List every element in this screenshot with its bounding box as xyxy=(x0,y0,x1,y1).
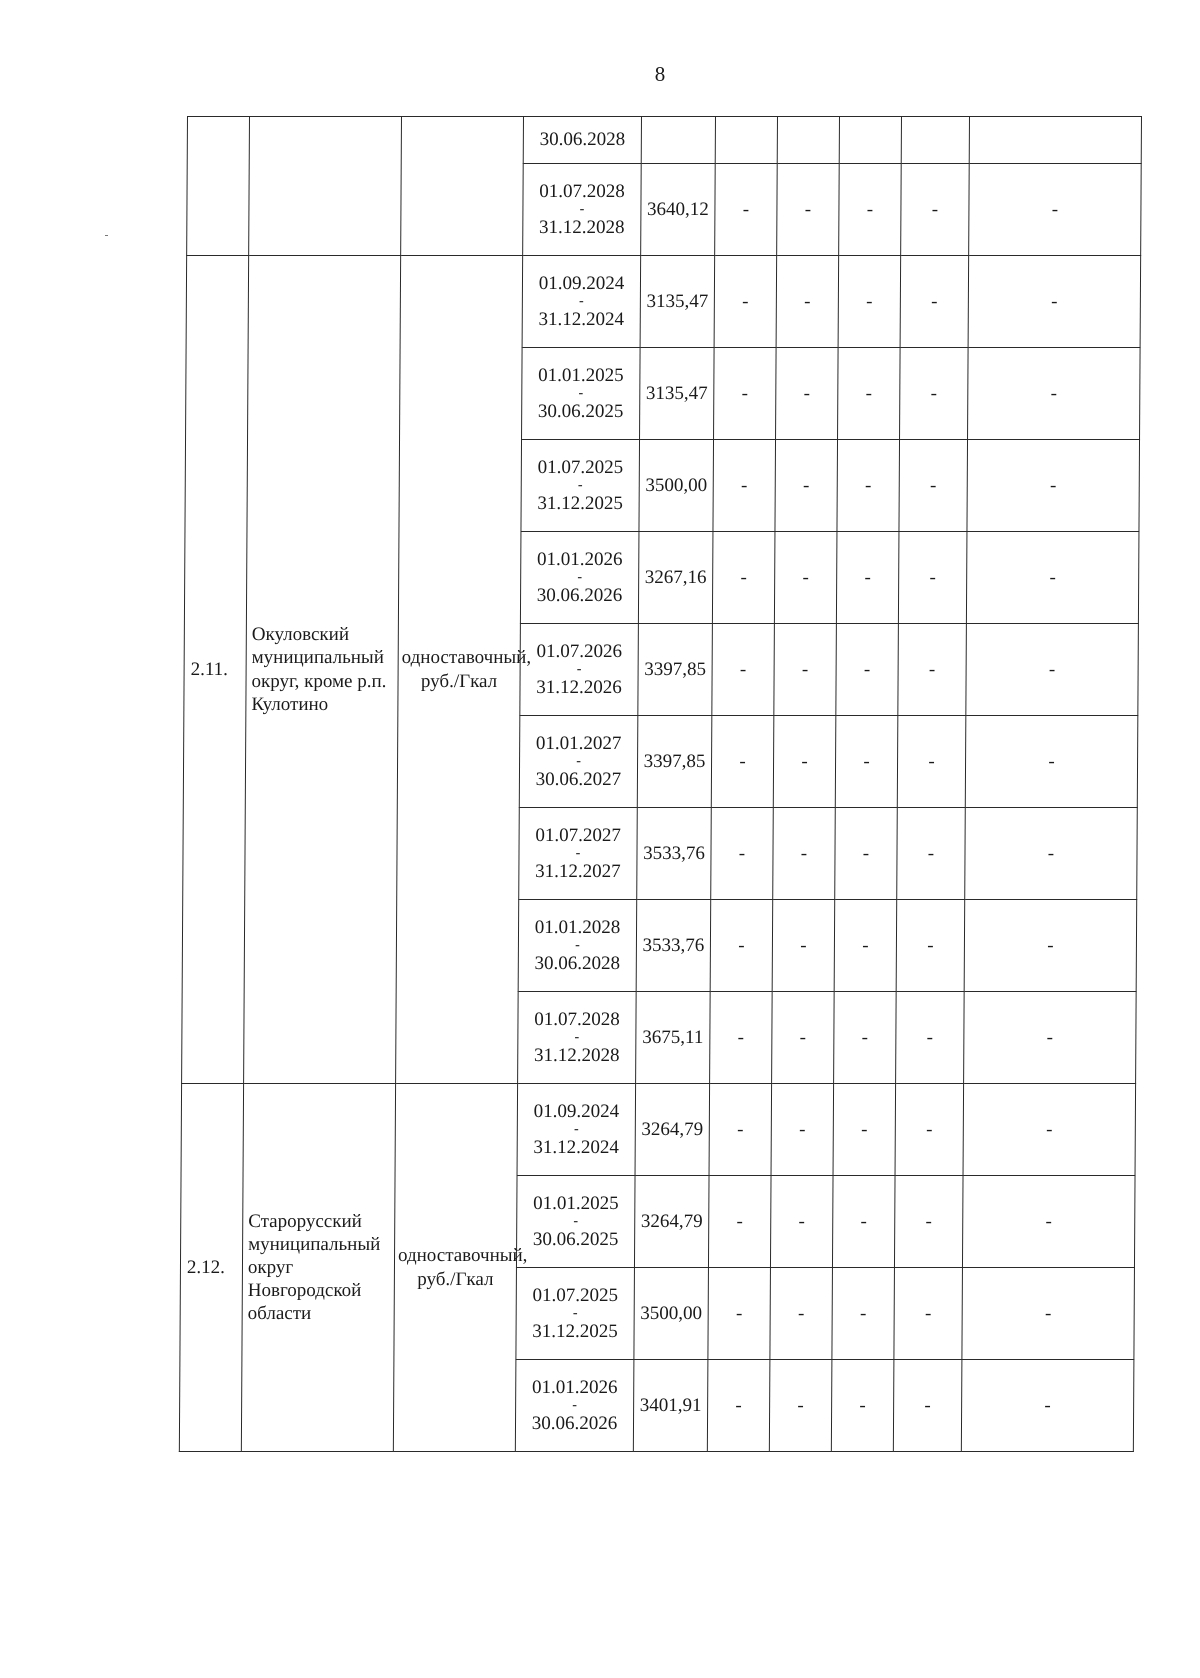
value-cell: - xyxy=(714,256,777,348)
value-cell: - xyxy=(769,1360,832,1452)
value-cell: - xyxy=(776,348,839,440)
period-start: 01.01.2027 xyxy=(535,732,622,754)
value-cell: - xyxy=(710,900,773,992)
value-cell: - xyxy=(772,900,835,992)
value-cell: - xyxy=(712,624,775,716)
period-end: 30.06.2028 xyxy=(539,129,626,151)
row-number: 2.12. xyxy=(179,1084,243,1452)
value-cell: - xyxy=(968,256,1141,348)
period-start: 01.07.2027 xyxy=(535,824,621,846)
table-row xyxy=(186,256,1141,348)
value-cell: - xyxy=(963,1084,1136,1176)
value-cell: - xyxy=(897,808,966,900)
value-cell: - xyxy=(968,348,1141,440)
period-separator: - xyxy=(574,1029,580,1045)
value-cell: - xyxy=(775,440,838,532)
period-end: 30.06.2025 xyxy=(532,1228,619,1250)
value-cell: - xyxy=(896,900,965,992)
value-cell xyxy=(777,117,839,164)
value-cell: - xyxy=(833,1084,896,1176)
period-cell xyxy=(516,1268,635,1360)
period-start: 01.07.2025 xyxy=(537,456,624,478)
scan-mark xyxy=(105,235,108,236)
period-cell xyxy=(518,992,637,1084)
period-separator: - xyxy=(579,201,585,217)
period-start: 01.07.2028 xyxy=(534,1008,620,1030)
period-end: 31.12.2027 xyxy=(535,860,621,882)
value-cell: - xyxy=(831,1360,894,1452)
continued-type-cell xyxy=(401,117,524,256)
value-cell: - xyxy=(834,992,897,1084)
page-number: 8 xyxy=(654,62,666,86)
period-separator: - xyxy=(578,385,584,401)
value-cell: - xyxy=(709,1084,772,1176)
value-cell: - xyxy=(714,348,777,440)
period-end: 30.06.2025 xyxy=(537,400,624,422)
period-cell xyxy=(520,624,639,716)
value-cell: - xyxy=(839,164,902,256)
period-end: 31.12.2024 xyxy=(533,1136,620,1158)
period-cell xyxy=(517,1084,636,1176)
price-cell: 3675,11 xyxy=(636,992,711,1084)
value-cell: - xyxy=(898,532,967,624)
value-cell: - xyxy=(835,808,898,900)
value-cell: - xyxy=(711,716,774,808)
price-cell: 3135,47 xyxy=(640,256,715,348)
period-start: 01.01.2026 xyxy=(531,1376,618,1398)
period-end: 31.12.2024 xyxy=(538,308,625,330)
value-cell: - xyxy=(896,992,965,1084)
period-cell xyxy=(519,716,638,808)
value-cell: - xyxy=(901,164,970,256)
price-cell: 3397,85 xyxy=(637,716,712,808)
value-cell: - xyxy=(895,1084,964,1176)
value-cell: - xyxy=(776,256,839,348)
value-cell: - xyxy=(838,348,901,440)
value-cell: - xyxy=(835,716,898,808)
value-cell: - xyxy=(773,808,836,900)
period-separator: - xyxy=(573,1213,579,1229)
period-start: 01.07.2026 xyxy=(536,640,623,662)
value-cell xyxy=(839,117,901,164)
period-end: 31.12.2025 xyxy=(537,492,623,514)
table-row xyxy=(181,1084,1136,1176)
value-cell: - xyxy=(893,1360,962,1452)
period-separator: - xyxy=(572,1305,578,1321)
table-row xyxy=(187,117,1141,164)
period-start: 01.01.2025 xyxy=(533,1192,619,1214)
value-cell: - xyxy=(837,440,900,532)
period-end: 31.12.2026 xyxy=(536,676,622,698)
value-cell: - xyxy=(771,1084,834,1176)
period-start: 01.07.2025 xyxy=(532,1284,619,1306)
value-cell: - xyxy=(770,1268,833,1360)
value-cell: - xyxy=(965,808,1138,900)
value-cell: - xyxy=(899,440,968,532)
period-cell xyxy=(521,440,640,532)
period-start: 01.09.2024 xyxy=(533,1100,620,1122)
value-cell: - xyxy=(836,532,899,624)
value-cell: - xyxy=(894,1268,963,1360)
value-cell: - xyxy=(715,164,778,256)
period-separator: - xyxy=(575,937,580,953)
value-cell: - xyxy=(964,992,1137,1084)
value-cell xyxy=(969,117,1141,164)
period-cell xyxy=(523,117,641,164)
period-cell xyxy=(520,532,639,624)
price-cell: 3533,76 xyxy=(636,900,711,992)
value-cell: - xyxy=(962,1268,1135,1360)
value-cell: - xyxy=(966,532,1139,624)
value-cell: - xyxy=(962,1176,1135,1268)
period-separator: - xyxy=(576,753,581,769)
price-cell: 3533,76 xyxy=(637,808,712,900)
value-cell: - xyxy=(773,716,836,808)
price-cell: 3401,91 xyxy=(633,1360,708,1452)
value-cell xyxy=(901,117,969,164)
price-cell: 3397,85 xyxy=(638,624,713,716)
period-separator: - xyxy=(577,477,583,493)
value-cell: - xyxy=(966,624,1139,716)
price-cell xyxy=(641,117,715,164)
price-cell: 3640,12 xyxy=(641,164,716,256)
period-end: 30.06.2026 xyxy=(531,1412,618,1434)
period-end: 31.12.2025 xyxy=(532,1320,618,1342)
municipality-name: Старорусский муниципальный округ Новгородской области xyxy=(241,1084,395,1452)
value-cell: - xyxy=(961,1360,1134,1452)
period-cell xyxy=(522,348,641,440)
period-end: 31.12.2028 xyxy=(539,216,625,238)
tariff-type: одноставочный, руб./Гкал xyxy=(396,256,523,1084)
period-separator: - xyxy=(576,661,582,677)
period-end: 30.06.2028 xyxy=(534,952,621,974)
value-cell: - xyxy=(708,1176,771,1268)
period-start: 01.09.2024 xyxy=(538,272,625,294)
period-separator: - xyxy=(572,1397,577,1413)
value-cell: - xyxy=(894,1176,963,1268)
row-number: 2.11. xyxy=(182,256,249,1084)
value-cell: - xyxy=(836,624,899,716)
value-cell: - xyxy=(964,900,1137,992)
period-separator: - xyxy=(575,845,581,861)
price-cell: 3135,47 xyxy=(640,348,715,440)
value-cell: - xyxy=(969,164,1142,256)
price-cell: 3500,00 xyxy=(639,440,714,532)
price-cell: 3267,16 xyxy=(638,532,713,624)
period-separator: - xyxy=(578,293,584,309)
period-end: 31.12.2028 xyxy=(533,1044,620,1066)
period-start: 01.01.2025 xyxy=(538,364,624,386)
value-cell: - xyxy=(965,716,1138,808)
period-cell xyxy=(515,1360,634,1452)
period-separator: - xyxy=(573,1121,579,1137)
municipality-name: Окуловский муниципальный округ, кроме р.п. Кулотино xyxy=(244,256,401,1084)
tariff-table xyxy=(179,116,1142,1452)
value-cell: - xyxy=(774,532,837,624)
continued-number-cell xyxy=(187,117,250,256)
value-cell: - xyxy=(834,900,897,992)
period-end: 30.06.2026 xyxy=(536,584,623,606)
period-start: 01.01.2026 xyxy=(536,548,623,570)
period-separator: - xyxy=(577,569,583,585)
value-cell: - xyxy=(900,256,969,348)
value-cell: - xyxy=(770,1176,833,1268)
value-cell: - xyxy=(707,1360,770,1452)
value-cell: - xyxy=(772,992,835,1084)
value-cell: - xyxy=(774,624,837,716)
value-cell: - xyxy=(900,348,969,440)
period-cell xyxy=(519,808,638,900)
period-cell xyxy=(518,900,637,992)
value-cell: - xyxy=(897,716,966,808)
value-cell: - xyxy=(832,1268,895,1360)
value-cell: - xyxy=(713,440,776,532)
period-start: 01.07.2028 xyxy=(539,180,625,202)
tariff-type: одноставочный, руб./Гкал xyxy=(393,1084,517,1452)
value-cell: - xyxy=(838,256,901,348)
value-cell: - xyxy=(708,1268,771,1360)
value-cell xyxy=(715,117,777,164)
price-cell: 3500,00 xyxy=(634,1268,709,1360)
value-cell: - xyxy=(832,1176,895,1268)
period-start: 01.01.2028 xyxy=(534,916,621,938)
value-cell: - xyxy=(710,992,773,1084)
period-end: 30.06.2027 xyxy=(535,768,622,790)
value-cell: - xyxy=(898,624,967,716)
period-cell xyxy=(516,1176,635,1268)
continued-name-cell xyxy=(249,117,402,256)
value-cell: - xyxy=(967,440,1140,532)
value-cell: - xyxy=(711,808,774,900)
value-cell: - xyxy=(777,164,840,256)
period-cell xyxy=(523,164,642,256)
value-cell: - xyxy=(712,532,775,624)
price-cell: 3264,79 xyxy=(634,1176,709,1268)
period-cell xyxy=(522,256,641,348)
price-cell: 3264,79 xyxy=(635,1084,710,1176)
